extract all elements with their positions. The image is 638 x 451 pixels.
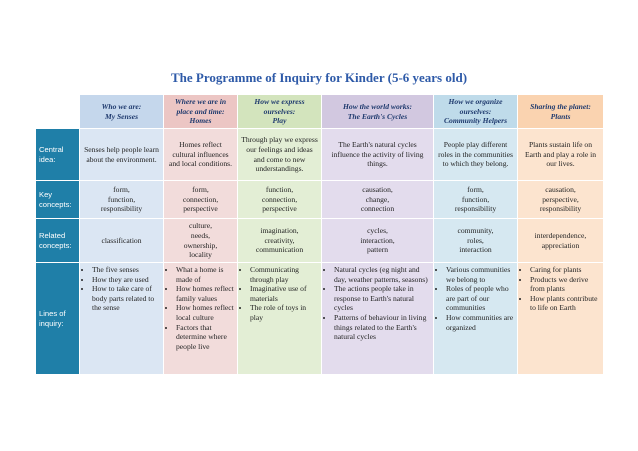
list-item: • How they are used [92, 275, 160, 285]
list-item: • Products we derive from plants [530, 275, 600, 294]
central-idea-cell: The Earth's natural cycles influence the activity of living things. [322, 129, 434, 181]
page-title: The Programme of Inquiry for Kinder (5-6 years old) [170, 70, 468, 85]
theme-topic: Community Helpers [443, 116, 508, 126]
theme-header [80, 95, 164, 129]
key-concepts-cell [80, 181, 164, 219]
concept-item: communication [255, 245, 304, 255]
concept-item: responsibility [454, 204, 497, 214]
list-item: • The five senses [92, 265, 160, 275]
list-item: • How to take care of body parts related to the sense [92, 284, 160, 313]
concept-item: culture, [189, 221, 212, 231]
theme-topic: Play [272, 116, 287, 126]
theme-topic: Homes [189, 116, 212, 126]
key-concepts-cell [238, 181, 322, 219]
concept-item: interdependence, [534, 230, 587, 240]
list-item: • How homes reflect family values [176, 284, 234, 303]
list-item: • Caring for plants [530, 265, 600, 275]
key-concepts-cell [518, 181, 604, 219]
concept-item: form, [467, 185, 484, 195]
list-item: • What a home is made of [176, 265, 234, 284]
concept-item: function, [107, 194, 136, 204]
concept-item: connection, [182, 194, 219, 204]
inquiry-list [241, 265, 318, 323]
list-item: • Various communities we belong to [446, 265, 514, 284]
theme-title: Who we are: [101, 101, 142, 111]
theme-title: Where we are in place and time: [174, 97, 227, 116]
central-idea-cell: Homes reflect cultural influences and local conditions. [164, 129, 238, 181]
related-concepts-cell [80, 219, 164, 263]
concept-item: form, [113, 185, 130, 195]
central-idea-cell: People play different roles in the communities to which they belong. [434, 129, 518, 181]
key-concepts-cell [164, 181, 238, 219]
lines-of-inquiry-cell [164, 263, 238, 375]
concept-item: needs, [190, 230, 211, 240]
corner-cell [36, 95, 80, 129]
theme-topic: My Senses [104, 111, 139, 121]
theme-title: Sharing the planet: [530, 101, 591, 111]
list-item: • Patterns of behaviour in living things related to the Earth's natural cycles [334, 313, 430, 342]
related-concepts-cell [518, 219, 604, 263]
list-item: • How plants contribute to life on Earth [530, 294, 600, 313]
inquiry-list [437, 265, 514, 332]
inquiry-list [521, 265, 600, 313]
concept-item: causation, [362, 185, 393, 195]
row-label: Related concepts: [36, 219, 80, 263]
related-concepts-row [36, 219, 604, 263]
list-item: • Roles of people who are part of our communities [446, 284, 514, 313]
list-item: • Communicating through play [250, 265, 318, 284]
concept-item: ownership, [183, 240, 218, 250]
concept-item: perspective [262, 204, 297, 214]
inquiry-list [167, 265, 234, 351]
list-item: • How homes reflect local culture [176, 303, 234, 322]
list-item: • Natural cycles (eg night and day, weather patterns, seasons) [334, 265, 430, 284]
concept-item: perspective, [542, 194, 579, 204]
concept-item: connection [360, 204, 395, 214]
concept-item: pattern [366, 245, 389, 255]
programme-of-inquiry-table [35, 94, 604, 375]
central-idea-cell: Plants sustain life on Earth and play a role in our lives. [518, 129, 604, 181]
concept-item: creativity, [264, 235, 295, 245]
concept-item: function, [461, 194, 490, 204]
concept-item: classification [101, 235, 142, 245]
concept-item: connection, [261, 194, 298, 204]
central-idea-cell: Through play we express our feelings and ideas and come to new understandings. [238, 129, 322, 181]
theme-title: How we express ourselves: [254, 97, 305, 116]
lines-of-inquiry-cell [238, 263, 322, 375]
row-label: Lines of inquiry: [36, 263, 80, 375]
central-idea-cell: Senses help people learn about the environment. [80, 129, 164, 181]
list-item: • The role of toys in play [250, 303, 318, 322]
inquiry-list [325, 265, 430, 342]
lines-of-inquiry-cell [80, 263, 164, 375]
theme-title: How the world works: [343, 101, 412, 111]
concept-item: function, [265, 185, 294, 195]
theme-topic: The Earth's Cycles [347, 111, 408, 121]
lines-of-inquiry-cell [434, 263, 518, 375]
concept-item: form, [192, 185, 209, 195]
concept-item: roles, [467, 235, 484, 245]
lines-of-inquiry-cell [518, 263, 604, 375]
key-concepts-row [36, 181, 604, 219]
concept-item: cycles, [367, 226, 388, 236]
list-item: • Factors that determine where people live [176, 323, 234, 352]
concept-item: change, [365, 194, 390, 204]
list-item: • How communities are organized [446, 313, 514, 332]
list-item: • The actions people take in response to Earth's natural cycles [334, 284, 430, 313]
concept-item: imagination, [260, 226, 299, 236]
inquiry-list [83, 265, 160, 313]
key-concepts-cell [434, 181, 518, 219]
key-concepts-cell [322, 181, 434, 219]
concept-item: causation, [545, 185, 576, 195]
list-item: • Imaginative use of materials [250, 284, 318, 303]
theme-header [164, 95, 238, 129]
theme-topic: Plants [550, 111, 571, 121]
concept-item: locality [189, 250, 212, 260]
central-idea-row [36, 129, 604, 181]
theme-header [434, 95, 518, 129]
concept-item: interaction [459, 245, 492, 255]
concept-item: responsibility [539, 204, 582, 214]
concept-item: interaction, [360, 235, 395, 245]
related-concepts-cell [164, 219, 238, 263]
related-concepts-cell [238, 219, 322, 263]
theme-title: How we organize ourselves: [448, 97, 503, 116]
row-label: Central idea: [36, 129, 80, 181]
theme-header [322, 95, 434, 129]
concept-item: appreciation [541, 240, 580, 250]
lines-of-inquiry-row [36, 263, 604, 375]
theme-header [238, 95, 322, 129]
concept-item: perspective [183, 204, 218, 214]
theme-header-row [36, 95, 604, 129]
row-label: Key concepts: [36, 181, 80, 219]
lines-of-inquiry-cell [322, 263, 434, 375]
concept-item: community, [457, 226, 494, 236]
related-concepts-cell [322, 219, 434, 263]
related-concepts-cell [434, 219, 518, 263]
theme-header [518, 95, 604, 129]
concept-item: responsibility [100, 204, 143, 214]
